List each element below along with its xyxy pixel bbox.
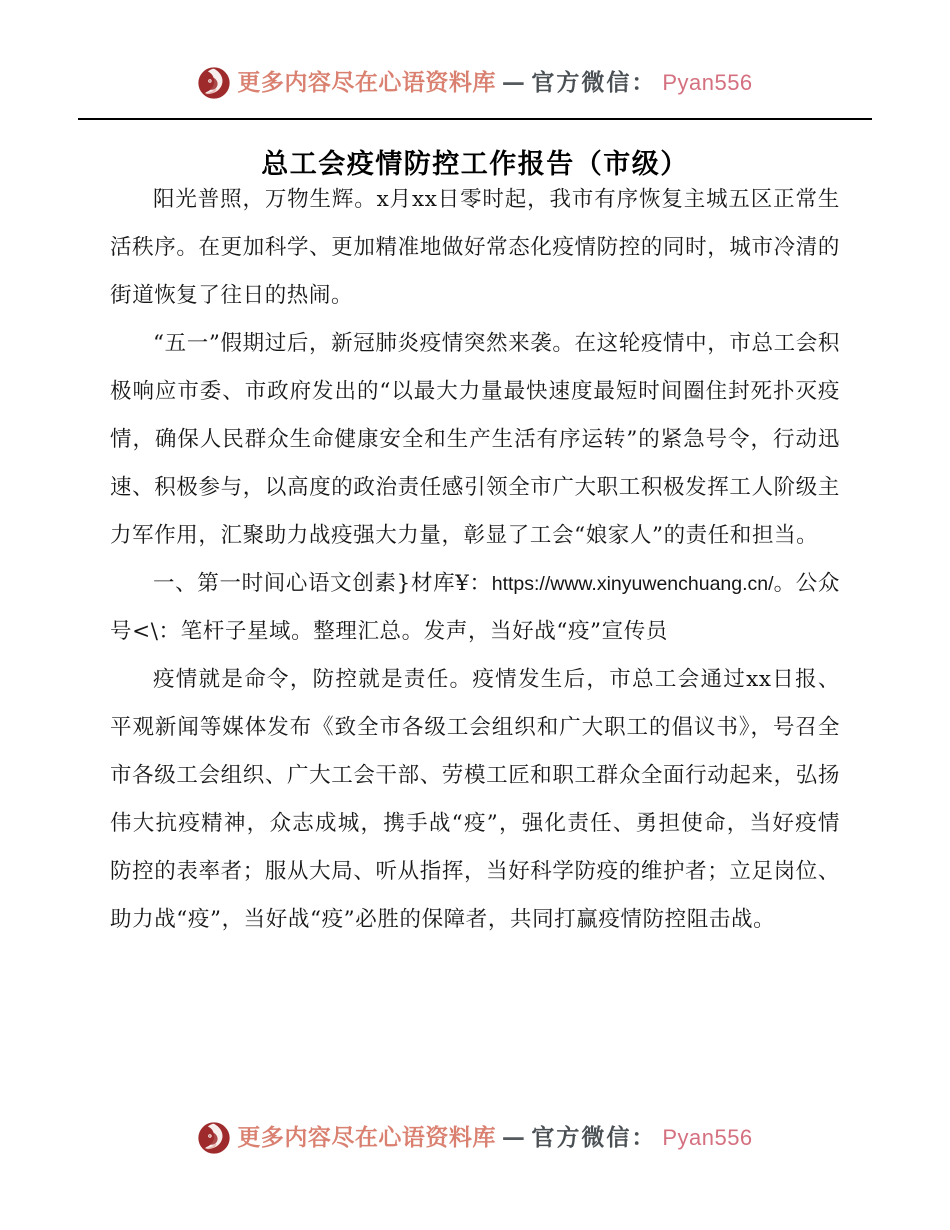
watermark-dash: — <box>501 1124 526 1151</box>
watermark-official-label: 官方微信： <box>531 1124 657 1151</box>
paragraph-section-heading-one <box>110 560 840 656</box>
watermark-dash: — <box>501 69 526 96</box>
header-watermark <box>0 66 950 100</box>
page-title: 总工会疫情防控工作报告（市级） <box>261 149 689 181</box>
watermark-brand-text: 更多内容尽在心语资料库 <box>237 1124 496 1151</box>
title-divider <box>78 118 872 120</box>
paragraph-intro: 阳光普照，万物生辉。x月xx日零时起，我市有序恢复主城五区正常生活秩序。在更加科学、更加精准地做好常态化疫情防控的同时，城市冷清的街道恢复了往日的热闹。 <box>110 187 840 308</box>
section-heading-prefix: 一、第一时间心语文创素}材库¥： <box>153 571 492 596</box>
paragraph-outbreak: “五一”假期过后，新冠肺炎疫情突然来袭。在这轮疫情中，市总工会积极响应市委、市政府发出的“以最大力量最快速度最短时间圈住封死扑灭疫情，确保人民群众生命健康安全和生产生活有序运转”的紧急号令，行动迅速、积极参与，以高度的政治责任感引领全市广大职工积极发挥工人阶级主力军作用，汇聚助力战疫强大力量，彰显了工会“娘家人”的责任和担当。 <box>110 331 840 548</box>
document-body <box>110 176 840 944</box>
watermark-handle: Pyan556 <box>662 1125 753 1150</box>
watermark-handle: Pyan556 <box>662 70 753 95</box>
paragraph-response: 疫情就是命令，防控就是责任。疫情发生后，市总工会通过xx日报、平观新闻等媒体发布《致全市各级工会组织和广大职工的倡议书》，号召全市各级工会组织、广大工会干部、劳模工匠和职工群众全面行动起来，弘扬伟大抗疫精神，众志成城，携手战“疫”，强化责任、勇担使命，当好疫情防控的表率者；服从大局、听从指挥，当好科学防疫的维护者；立足岗位、助力战“疫”，当好战“疫”必胜的保障者，共同打赢疫情防控阻击战。 <box>110 667 840 932</box>
fish-circle-logo-icon <box>197 66 231 100</box>
fish-circle-logo-icon <box>197 1121 231 1155</box>
watermark-official-label: 官方微信： <box>531 69 657 96</box>
footer-watermark <box>0 1121 950 1155</box>
watermark-brand-text: 更多内容尽在心语资料库 <box>237 69 496 96</box>
section-heading-suffix: 。公众号<\：笔杆子星域。整理汇总。发声，当好战“疫”宣传员 <box>110 571 840 644</box>
resource-url[interactable]: https://www.xinyuwenchuang.cn/ <box>491 573 774 595</box>
